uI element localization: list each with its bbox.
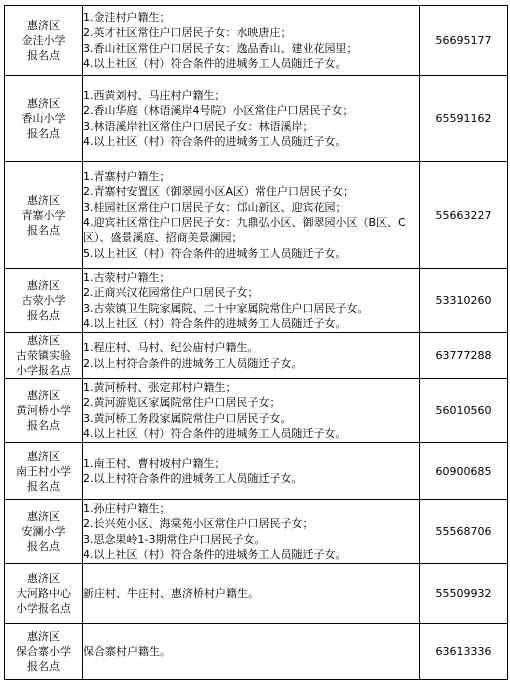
school-name-cell: 惠济区 青寨小学 报名点	[5, 162, 83, 269]
school-name-cell: 惠济区 古荥小学 报名点	[5, 269, 83, 333]
service-area-line: 2.以上村符合条件的进城务工人员随迁子女。	[83, 356, 303, 370]
service-area-line: 2.长兴苑小区、海棠苑小区常住户口居民子女；	[83, 517, 314, 531]
service-area-line: 4.以上社区（村）符合条件的进城务工人员随迁子女。	[83, 56, 347, 70]
service-area-cell	[83, 379, 420, 443]
service-area-cell	[83, 76, 420, 162]
service-area-line: 4.以上社区（村）符合条件的进城务工人员随迁子女。	[83, 316, 347, 330]
table-row	[5, 6, 508, 76]
phone-number-cell: 53310260	[420, 269, 508, 333]
service-area-cell	[83, 500, 420, 564]
enrollment-zone-table	[4, 5, 508, 680]
service-area-cell	[83, 443, 420, 500]
service-area-line: 1.黄河桥村、张定邦村户籍生；	[83, 380, 237, 394]
service-area-line: 3.古荥镇卫生院家属院、二十中家属院常住户口居民子女。	[83, 301, 369, 315]
table-row	[5, 333, 508, 379]
table-row	[5, 379, 508, 443]
school-name-cell: 惠济区 保合寨小学 报名点	[5, 624, 83, 680]
service-area-line: 2.青寨村安置区（御翠园小区A区）常住户口居民子女；	[83, 185, 355, 199]
service-area-cell	[83, 624, 420, 680]
service-area-line: 1.程庄村、马村、纪公庙村户籍生。	[83, 341, 259, 355]
school-name-cell: 惠济区 安澜小学 报名点	[5, 500, 83, 564]
table-body	[5, 6, 508, 680]
table-row	[5, 500, 508, 564]
service-area-line: 1.金洼村户籍生；	[83, 10, 171, 24]
service-area-line: 4.以上社区（村）符合条件的进城务工人员随迁子女。	[83, 134, 347, 148]
service-area-line: 3.黄河桥工务段家属院常住户口居民子女。	[83, 411, 292, 425]
service-area-line: 2.黄河游览区家属院常住户口居民子女；	[83, 396, 281, 410]
service-area-line: 2.以上村符合条件的进城务工人员随迁子女。	[83, 472, 303, 485]
service-area-line: 1.孙庄村户籍生；	[83, 501, 171, 515]
phone-number-cell: 60900685	[420, 443, 508, 500]
school-name-cell: 惠济区 大河路中心 小学报名点	[5, 564, 83, 624]
school-name-cell: 惠济区 黄河桥小学 报名点	[5, 379, 83, 443]
service-area-line: 新庄村、牛庄村、惠济桥村户籍生。	[83, 586, 259, 600]
service-area-cell	[83, 269, 420, 333]
service-area-line: 4.以上社区（村）符合条件的进城务工人员随迁子女。	[83, 426, 347, 440]
school-name-cell: 惠济区 南王村小学 报名点	[5, 443, 83, 500]
phone-number-cell: 56010560	[420, 379, 508, 443]
table-row	[5, 443, 508, 500]
school-name-cell: 惠济区 古荥镇实验 小学报名点	[5, 333, 83, 379]
phone-number-cell: 63777288	[420, 333, 508, 379]
service-area-line: 2.正商兴汉花园常住户口居民子女；	[83, 286, 259, 300]
service-area-line: 4.迎宾社区常住户口居民子女：九鼎弘小区、御翠园小区（B区、C区）、盛景溪庭、招商美景澜园；	[83, 216, 406, 245]
table-row	[5, 624, 508, 680]
service-area-cell	[83, 162, 420, 269]
service-area-line: 3.林语溪岸社区常住户口居民子女：林语溪岸；	[83, 119, 314, 133]
phone-number-cell: 65591162	[420, 76, 508, 162]
phone-number-cell: 56695177	[420, 6, 508, 76]
phone-number-cell: 55509932	[420, 564, 508, 624]
table-row	[5, 162, 508, 269]
service-area-line: 3.香山社区常住户口居民子女：逸品香山、建业花园里；	[83, 41, 358, 55]
service-area-line: 5.以上社区（村）符合条件的进城务工人员随迁子女。	[83, 246, 347, 260]
service-area-line: 2.英才社区常住户口居民子女：水映唐庄；	[83, 26, 292, 40]
service-area-line: 1.古荥村户籍生；	[83, 270, 171, 284]
table-row	[5, 76, 508, 162]
service-area-line: 3.思念果岭1-3期常住户口居民子女。	[83, 532, 266, 546]
service-area-line: 1.青寨村户籍生；	[83, 169, 171, 183]
service-area-line: 1.南王村、曹村坡村户籍生；	[83, 456, 226, 470]
service-area-line: 1.西黄刘村、马庄村户籍生；	[83, 88, 226, 102]
phone-number-cell: 63613336	[420, 624, 508, 680]
school-name-cell: 惠济区 金洼小学 报名点	[5, 6, 83, 76]
service-area-line: 4.以上社区（村）符合条件的进城务工人员随迁子女。	[83, 547, 347, 561]
school-name-cell: 惠济区 香山小学 报名点	[5, 76, 83, 162]
table-row	[5, 269, 508, 333]
phone-number-cell: 55663227	[420, 162, 508, 269]
phone-number-cell: 55568706	[420, 500, 508, 564]
service-area-line: 3.桂园社区常住户口居民子女：邙山新区、迎宾花园；	[83, 200, 347, 214]
service-area-cell	[83, 564, 420, 624]
table-row	[5, 564, 508, 624]
service-area-cell	[83, 333, 420, 379]
service-area-cell	[83, 6, 420, 76]
service-area-line: 2.香山华庭（林语溪岸4号院）小区常住户口居民子女；	[83, 104, 354, 118]
service-area-line: 保合寨村户籍生。	[83, 644, 171, 658]
